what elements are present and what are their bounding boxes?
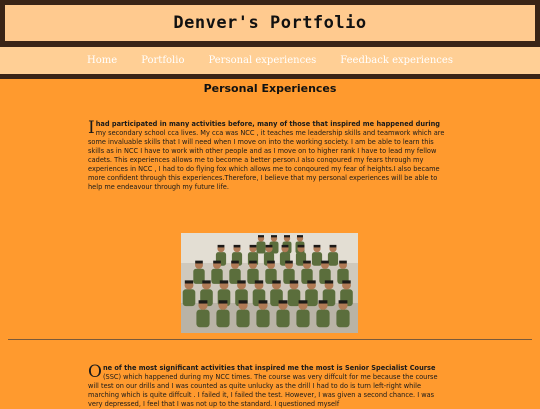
section-divider xyxy=(8,339,532,340)
nav-home-link[interactable]: Home xyxy=(87,55,118,66)
drop-cap: I xyxy=(88,118,95,138)
experience-paragraph-2 xyxy=(88,364,450,409)
experience-paragraph-1 xyxy=(88,120,450,192)
photo-illustration xyxy=(181,233,358,333)
drop-cap: O xyxy=(88,362,102,382)
site-title-box xyxy=(5,5,535,41)
page-heading: Personal Experiences xyxy=(203,82,337,95)
site-title: Denver's Portfolio xyxy=(173,13,367,33)
paragraph-body: my secondary school cca lives. My cca was NCC , it teaches me leadership skills and teamwork which are some invaluable skills that I will need when I move on into the working society. I am be able to learn this skills as in NCC I have to work with other people and as I move on to higher rank I have to lead my fellow cadets. This experiences allows me to become a better person.I also conqoured my fears through my experiences in NCC , I had to do flying fox which allows me to conqoured my fear of heights.I also became more confident through this experiences.Therefore, I believe that my personal experiences will be able to help me endeavour through my future life. xyxy=(88,129,445,191)
ncc-group-photo xyxy=(181,233,358,333)
nav-feedback-experiences-link[interactable]: Feedback experiences xyxy=(340,55,453,66)
nav-personal-experiences-link[interactable]: Personal experiences xyxy=(208,55,317,66)
paragraph-body: (SSC) which happened during my NCC times. The course was very diffcult for me because the course will test on our drills and I was counted as quite unlucky as the drill I had to do is turn left-right while marching which is quite diffcult . I failed it, I failed the test. However, I was given a second chance. I was very depressed, I feel that I was not up to the standard. I questioned myself xyxy=(88,373,438,408)
paragraph-lead: had participated in many activities before, many of those that inspired me happened during xyxy=(95,120,441,128)
nav-divider xyxy=(0,74,540,79)
paragraph-lead: ne of the most significant activities that inspired me the most is Senior Specialist Course xyxy=(102,364,436,372)
nav-portfolio-link[interactable]: Portfolio xyxy=(141,55,185,66)
main-nav xyxy=(0,51,540,73)
